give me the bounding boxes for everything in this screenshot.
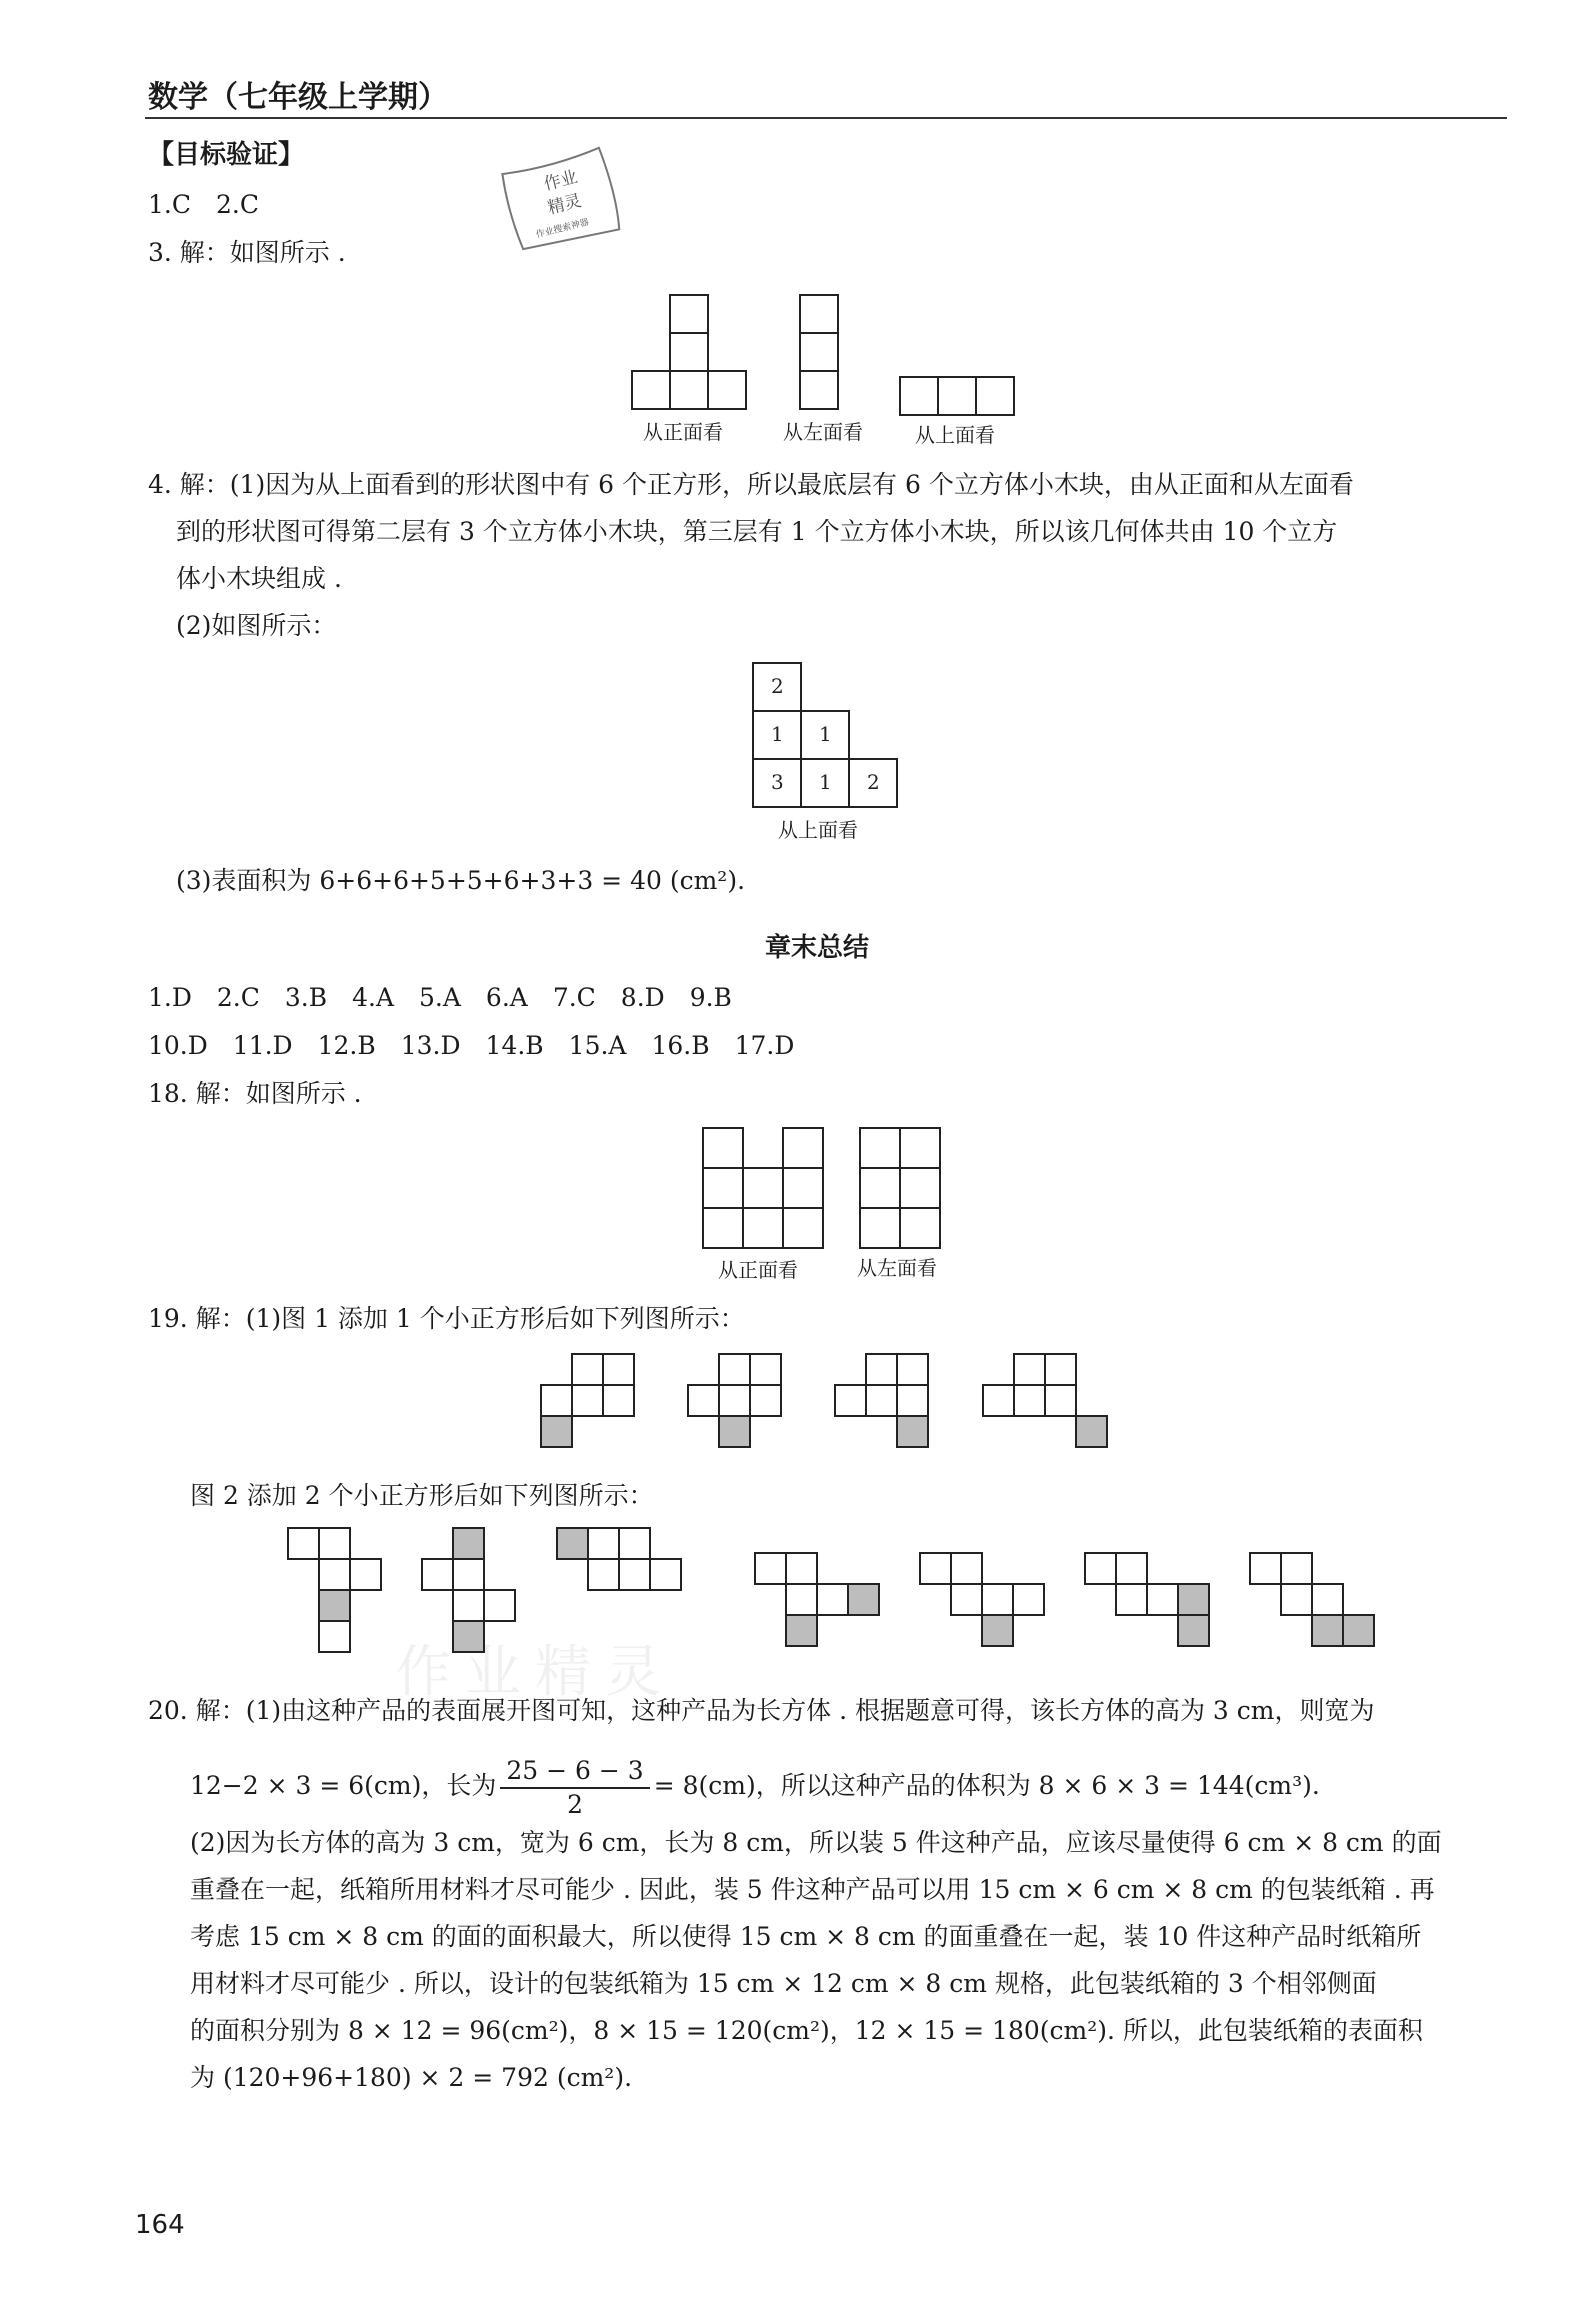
q3-front-cell: [670, 333, 708, 371]
q18-caption-left: 从左面看: [857, 1256, 937, 1280]
q18-text: 18. 解：如图所示 .: [148, 1079, 362, 1108]
q19-fig2-net-4: [755, 1553, 879, 1646]
q3-front-cell: [632, 371, 670, 409]
q4-grid-number: 1: [819, 722, 832, 746]
q20-line2-b: = 8(cm)，所以这种产品的体积为 8 × 6 × 3 = 144(cm³).: [653, 1771, 1320, 1800]
q4-line2: 到的形状图可得第二层有 3 个立方体小木块，第三层有 1 个立方体小木块，所以该几何体共由 10 个立方: [176, 517, 1338, 546]
q20-p2-line6: 为 (120+96+180) × 2 = 792 (cm²).: [190, 2063, 633, 2092]
q4-caption: 从上面看: [778, 818, 858, 842]
q19-net-1: [541, 1354, 634, 1447]
q20-fraction: [500, 1755, 649, 1821]
q3-left-cell: [800, 333, 838, 371]
q3-left-cell: [800, 371, 838, 409]
q20-line2-a: 12−2 × 3 = 6(cm)，长为: [190, 1771, 497, 1800]
q4-grid-number: 2: [771, 674, 784, 698]
watermark: 作业精灵: [395, 1640, 675, 1705]
q20-line2: [190, 1752, 1320, 1821]
q3-top-cell: [938, 377, 976, 415]
q3-text: 3. 解：如图所示 .: [148, 238, 346, 267]
q4-line3: 体小木块组成 .: [176, 564, 342, 593]
q20-p2-line2: 重叠在一起，纸箱所用材料才尽可能少 . 因此，装 5 件这种产品可以用 15 cm × 6 cm × 8 cm 的包装纸箱 . 再: [190, 1875, 1435, 1904]
q19-fig2-net-7: [1250, 1553, 1374, 1646]
q18-figures: [700, 1125, 950, 1255]
q19-fig2-net-5: [920, 1553, 1044, 1646]
q18-left-view: [860, 1128, 940, 1248]
q20-line1: 20. 解：(1)由这种产品的表面展开图可知，这种产品为长方体 . 根据题意可得，该长方体的高为 3 cm，则宽为: [148, 1696, 1375, 1725]
q19-net-4: [983, 1354, 1107, 1447]
header-title: 数学（七年级上学期）: [148, 80, 448, 115]
q20-p2-line1: (2)因为长方体的高为 3 cm，宽为 6 cm，长为 8 cm，所以装 5 件这种产品，应该尽量使得 6 cm × 8 cm 的面: [190, 1828, 1442, 1857]
q19-line2: 图 2 添加 2 个小正方形后如下列图所示：: [190, 1481, 654, 1510]
q19-fig2-net-3: [557, 1528, 681, 1590]
q20-p2-line5: 的面积分别为 8 × 12 = 96(cm²)，8 × 15 = 120(cm²)，12 × 15 = 180(cm²). 所以，此包装纸箱的表面积: [190, 2016, 1423, 2045]
q20-p2-line4: 用材料才尽可能少 . 所以，设计的包装纸箱为 15 cm × 12 cm × 8 cm 规格，此包装纸箱的 3 个相邻侧面: [190, 1969, 1377, 1998]
q18-front-view: [703, 1128, 823, 1248]
answers-row2: 10.D 11.D 12.B 13.D 14.B 15.A 16.B 17.D: [148, 1031, 795, 1060]
q3-top-cell: [900, 377, 938, 415]
q19-net-2: [688, 1354, 781, 1447]
q4-top-view-grid: [750, 660, 910, 820]
q19-fig2-net-6: [1085, 1553, 1209, 1646]
q3-front-cell: [708, 371, 746, 409]
q19-fig2-net-1: [288, 1528, 381, 1652]
q3-caption-front: 从正面看: [643, 420, 723, 444]
q3-front-cell: [670, 295, 708, 333]
q20-frac-denominator: 2: [567, 1789, 583, 1819]
q3-top-cell: [976, 377, 1014, 415]
answers-1-2: 1.C 2.C: [148, 190, 259, 219]
header-rule: [145, 117, 1507, 119]
q3-caption-top: 从上面看: [915, 423, 995, 447]
q3-front-cell: [670, 371, 708, 409]
q4-line1: 4. 解：(1)因为从上面看到的形状图中有 6 个正方形，所以最底层有 6 个立方体小木块，由从正面和从左面看: [148, 470, 1354, 499]
q20-frac-numerator: 25 − 6 − 3: [500, 1755, 649, 1789]
answers-row1: 1.D 2.C 3.B 4.A 5.A 6.A 7.C 8.D 9.B: [148, 983, 732, 1012]
q3-caption-left: 从左面看: [783, 420, 863, 444]
q19-net-3: [835, 1354, 928, 1447]
q19-nets-fig1: [538, 1352, 1118, 1452]
page-number: 164: [135, 2210, 185, 2240]
section-title-target: 【目标验证】: [148, 140, 305, 170]
q4-grid-number: 3: [771, 770, 784, 794]
stamp-line3: 作业搜索神器: [535, 217, 590, 241]
q4-grid-number: 2: [867, 770, 880, 794]
q20-p2-line3: 考虑 15 cm × 8 cm 的面的面积最大，所以使得 15 cm × 8 cm 的面重叠在一起，装 10 件这种产品时纸箱所: [190, 1922, 1422, 1951]
q3-left-cell: [800, 295, 838, 333]
section-title-summary: 章末总结: [765, 933, 870, 963]
q4-grid-number: 1: [819, 770, 832, 794]
q4-part3: (3)表面积为 6+6+6+5+5+6+3+3 = 40 (cm²).: [176, 866, 746, 895]
q18-caption-front: 从正面看: [718, 1258, 798, 1282]
stamp-logo: [498, 138, 628, 258]
stamp-line2: 精灵: [545, 190, 584, 219]
q4-part2: (2)如图所示：: [176, 611, 337, 640]
stamp-line1: 作业: [541, 167, 580, 195]
q4-grid-number: 1: [771, 722, 784, 746]
q19-line1: 19. 解：(1)图 1 添加 1 个小正方形后如下列图所示：: [148, 1304, 745, 1333]
